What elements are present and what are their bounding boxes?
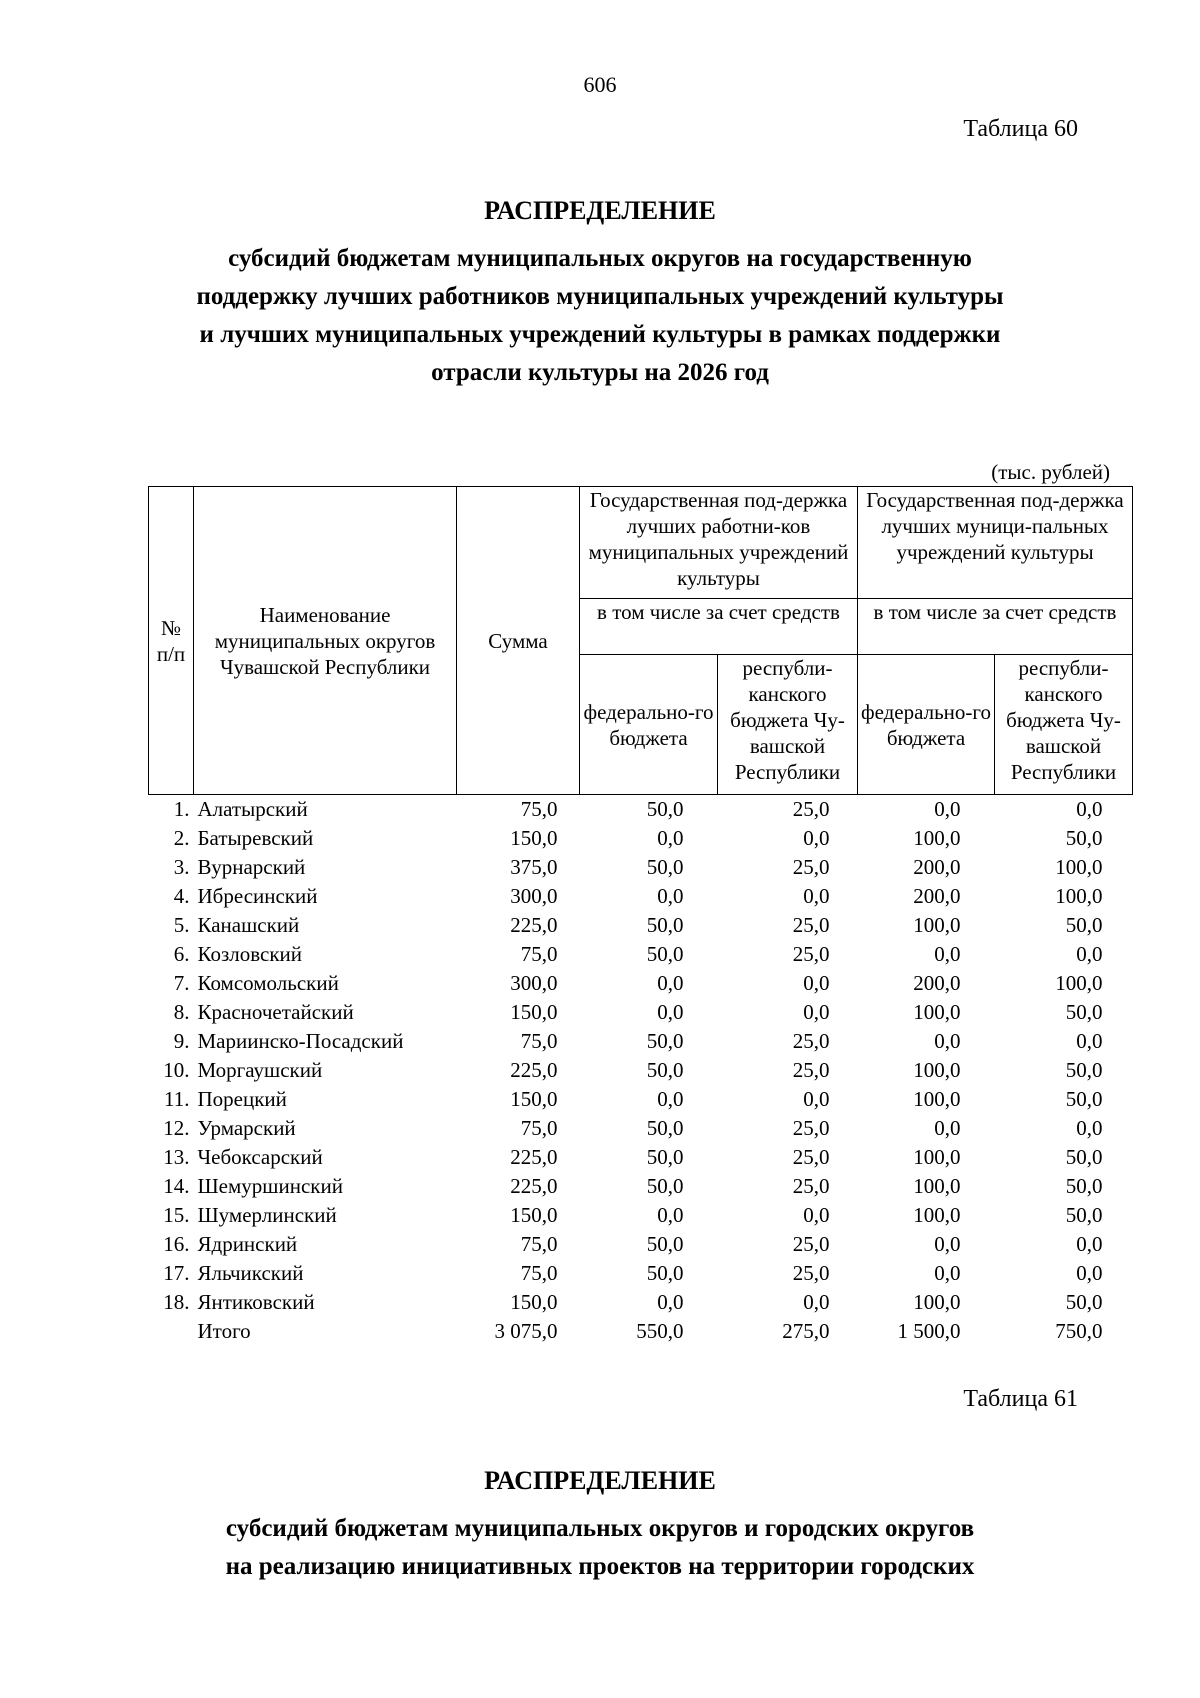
federal-institutions-value: 100,0 [913,1087,961,1111]
federal-institutions-value: 200,0 [913,884,961,908]
federal-workers-value: 50,0 [646,942,684,966]
subtitle-line: отрасли культуры на 2026 год [431,359,769,386]
district-name: Козловский [197,942,303,966]
table-row [149,998,1133,1027]
sum-value: 225,0 [510,913,558,937]
republic-workers-value: 25,0 [792,797,830,821]
republic-institutions-value: 0,0 [1076,942,1103,966]
sum-value: 150,0 [510,1203,558,1227]
republic-workers-value: 0,0 [803,1290,830,1314]
district-name: Порецкий [197,1087,287,1111]
republic-workers-value: 25,0 [792,1058,830,1082]
district-name: Батыревский [197,826,314,850]
republic-workers-value: 25,0 [792,1261,830,1285]
republic-workers-value: 0,0 [803,1203,830,1227]
district-name: Итого [197,1319,251,1343]
district-name: Ибресинский [197,884,318,908]
federal-institutions-value: 200,0 [913,971,961,995]
row-number: 7. [173,971,190,995]
federal-institutions-value: 0,0 [934,1232,961,1256]
district-name: Ядринский [197,1232,298,1256]
republic-workers-value: 275,0 [782,1319,830,1343]
federal-institutions-value: 100,0 [913,826,961,850]
republic-institutions-value: 0,0 [1076,1232,1103,1256]
federal-workers-value: 50,0 [646,1058,684,1082]
district-name: Янтиковский [197,1290,315,1314]
header-num: № п/п [149,487,194,795]
republic-institutions-value: 50,0 [1065,1174,1103,1198]
republic-workers-value: 25,0 [792,1145,830,1169]
district-name: Вурнарский [197,855,306,879]
table-row [149,1172,1133,1201]
republic-workers-value: 25,0 [792,1232,830,1256]
table-60-label: Таблица 60 [963,116,1078,142]
row-number: 6. [173,942,190,966]
row-number: 10. [163,1058,190,1082]
row-number: 14. [163,1174,190,1198]
district-name: Чебоксарский [197,1145,323,1169]
row-number: 12. [163,1116,190,1140]
district-name: Шемуршинский [197,1174,343,1198]
republic-institutions-value: 100,0 [1055,855,1103,879]
republic-workers-value: 25,0 [792,913,830,937]
table-row [149,1027,1133,1056]
district-name: Яльчикский [197,1261,304,1285]
federal-institutions-value: 0,0 [934,1116,961,1140]
federal-workers-value: 0,0 [657,1290,684,1314]
federal-workers-value: 50,0 [646,913,684,937]
republic-workers-value: 0,0 [803,971,830,995]
republic-institutions-value: 0,0 [1076,1029,1103,1053]
republic-institutions-value: 0,0 [1076,797,1103,821]
row-number: 9. [173,1029,190,1053]
sum-value: 75,0 [520,1029,558,1053]
federal-workers-value: 550,0 [636,1319,684,1343]
sum-value: 75,0 [520,1116,558,1140]
row-number: 5. [173,913,190,937]
row-number: 4. [173,884,190,908]
table-61-title: РАСПРЕДЕЛЕНИЕ [484,1466,716,1495]
table-row [149,1114,1133,1143]
republic-institutions-value: 50,0 [1065,1058,1103,1082]
federal-workers-value: 50,0 [646,1174,684,1198]
table-60-title: РАСПРЕДЕЛЕНИЕ [484,196,716,225]
federal-institutions-value: 0,0 [934,1029,961,1053]
federal-institutions-value: 100,0 [913,1000,961,1024]
republic-institutions-value: 50,0 [1065,1087,1103,1111]
row-number: 16. [163,1232,190,1256]
sum-value: 75,0 [520,1261,558,1285]
table-row [149,911,1133,940]
table-row [149,940,1133,969]
sum-value: 150,0 [510,1000,558,1024]
row-number: 2. [173,826,190,850]
federal-institutions-value: 0,0 [934,797,961,821]
sum-value: 150,0 [510,1087,558,1111]
republic-institutions-value: 50,0 [1065,913,1103,937]
sum-value: 225,0 [510,1058,558,1082]
row-number: 1. [173,797,190,821]
header-sum: Сумма [457,487,580,795]
subtitle-line: субсидий бюджетам муниципальных округов на государственную [228,245,972,272]
row-number: 8. [173,1000,190,1024]
federal-workers-value: 0,0 [657,1087,684,1111]
district-name: Шумерлинский [197,1203,337,1227]
sum-value: 75,0 [520,797,558,821]
header-including-1: в том числе за счет средств [580,599,858,655]
header-group-workers: Государственная под-держка лучших работни-ков муниципальных учреждений культуры [580,487,858,599]
sum-value: 3 075,0 [494,1319,558,1343]
table-row [149,1056,1133,1085]
subtitle-line: поддержку лучших работников муниципальных учреждений культуры [196,283,1004,310]
table-row [149,1288,1133,1317]
sum-value: 225,0 [510,1145,558,1169]
republic-workers-value: 0,0 [803,884,830,908]
federal-institutions-value: 100,0 [913,1290,961,1314]
republic-institutions-value: 750,0 [1055,1319,1103,1343]
district-name: Моргаушский [197,1058,323,1082]
sum-value: 375,0 [510,855,558,879]
row-number [149,1317,194,1346]
federal-workers-value: 50,0 [646,1261,684,1285]
table-row [149,824,1133,853]
federal-institutions-value: 0,0 [934,1261,961,1285]
table-61-label: Таблица 61 [963,1386,1078,1412]
sum-value: 300,0 [510,971,558,995]
federal-workers-value: 0,0 [657,884,684,908]
subtitle-line: субсидий бюджетам муниципальных округов и городских округов [225,1515,975,1542]
federal-workers-value: 0,0 [657,1203,684,1227]
table-61-subtitle [140,1510,1060,1586]
header-republic-2: республи-канского бюджета Чу-вашской Республики [995,655,1133,795]
district-name: Красночетайский [197,1000,354,1024]
republic-institutions-value: 50,0 [1065,826,1103,850]
table-row [149,1201,1133,1230]
federal-workers-value: 0,0 [657,1000,684,1024]
district-name: Мариинско-Посадский [197,1029,404,1053]
district-name: Урмарский [197,1116,296,1140]
republic-workers-value: 25,0 [792,942,830,966]
header-federal-1: федерально-го бюджета [580,655,718,795]
sum-value: 225,0 [510,1174,558,1198]
federal-workers-value: 0,0 [657,971,684,995]
district-name: Алатырский [197,797,308,821]
republic-institutions-value: 0,0 [1076,1261,1103,1285]
row-number: 11. [164,1087,190,1111]
republic-institutions-value: 50,0 [1065,1000,1103,1024]
federal-workers-value: 50,0 [646,1145,684,1169]
table-row [149,1143,1133,1172]
federal-institutions-value: 0,0 [934,942,961,966]
page-number: 606 [583,72,617,97]
district-name: Канашский [197,913,300,937]
row-number: 17. [163,1261,190,1285]
republic-institutions-value: 50,0 [1065,1290,1103,1314]
republic-institutions-value: 100,0 [1055,884,1103,908]
header-including-2: в том числе за счет средств [858,599,1133,655]
table-body [149,795,1133,1347]
table-row [149,1259,1133,1288]
table-row [149,1230,1133,1259]
units-note: (тыс. рублей) [991,460,1110,484]
republic-institutions-value: 50,0 [1065,1203,1103,1227]
table-row [149,795,1133,825]
republic-workers-value: 25,0 [792,1029,830,1053]
republic-workers-value: 25,0 [792,855,830,879]
federal-workers-value: 50,0 [646,855,684,879]
republic-institutions-value: 0,0 [1076,1116,1103,1140]
table-row [149,853,1133,882]
federal-workers-value: 50,0 [646,1029,684,1053]
federal-workers-value: 50,0 [646,797,684,821]
republic-workers-value: 25,0 [792,1174,830,1198]
republic-institutions-value: 100,0 [1055,971,1103,995]
federal-institutions-value: 100,0 [913,1174,961,1198]
subtitle-line: на реализацию инициативных проектов на территории городских [225,1553,975,1580]
header-republic-1: республи-канского бюджета Чу-вашской Республики [718,655,858,795]
total-row [149,1317,1133,1346]
row-number: 18. [163,1290,190,1314]
subtitle-line: и лучших муниципальных учреждений культуры в рамках поддержки [199,321,1001,348]
republic-institutions-value: 50,0 [1065,1145,1103,1169]
row-number: 15. [163,1203,190,1227]
federal-institutions-value: 100,0 [913,913,961,937]
table-row [149,1085,1133,1114]
republic-workers-value: 25,0 [792,1116,830,1140]
sum-value: 150,0 [510,826,558,850]
federal-workers-value: 0,0 [657,826,684,850]
federal-workers-value: 50,0 [646,1232,684,1256]
table-row [149,969,1133,998]
federal-institutions-value: 200,0 [913,855,961,879]
header-federal-2: федерально-го бюджета [858,655,995,795]
republic-workers-value: 0,0 [803,1087,830,1111]
distribution-table [148,486,1133,1346]
row-number: 3. [173,855,190,879]
sum-value: 300,0 [510,884,558,908]
federal-workers-value: 50,0 [646,1116,684,1140]
district-name: Комсомольский [197,971,339,995]
sum-value: 75,0 [520,942,558,966]
sum-value: 150,0 [510,1290,558,1314]
federal-institutions-value: 100,0 [913,1145,961,1169]
header-group-institutions: Государственная под-держка лучших муници-пальных учреждений культуры [858,487,1133,599]
table-row [149,882,1133,911]
federal-institutions-value: 100,0 [913,1058,961,1082]
republic-workers-value: 0,0 [803,826,830,850]
row-number: 13. [163,1145,190,1169]
republic-workers-value: 0,0 [803,1000,830,1024]
sum-value: 75,0 [520,1232,558,1256]
federal-institutions-value: 100,0 [913,1203,961,1227]
header-name: Наименование муниципальных округов Чувашской Республики [194,487,457,795]
federal-institutions-value: 1 500,0 [897,1319,961,1343]
table-60-subtitle [140,240,1060,392]
